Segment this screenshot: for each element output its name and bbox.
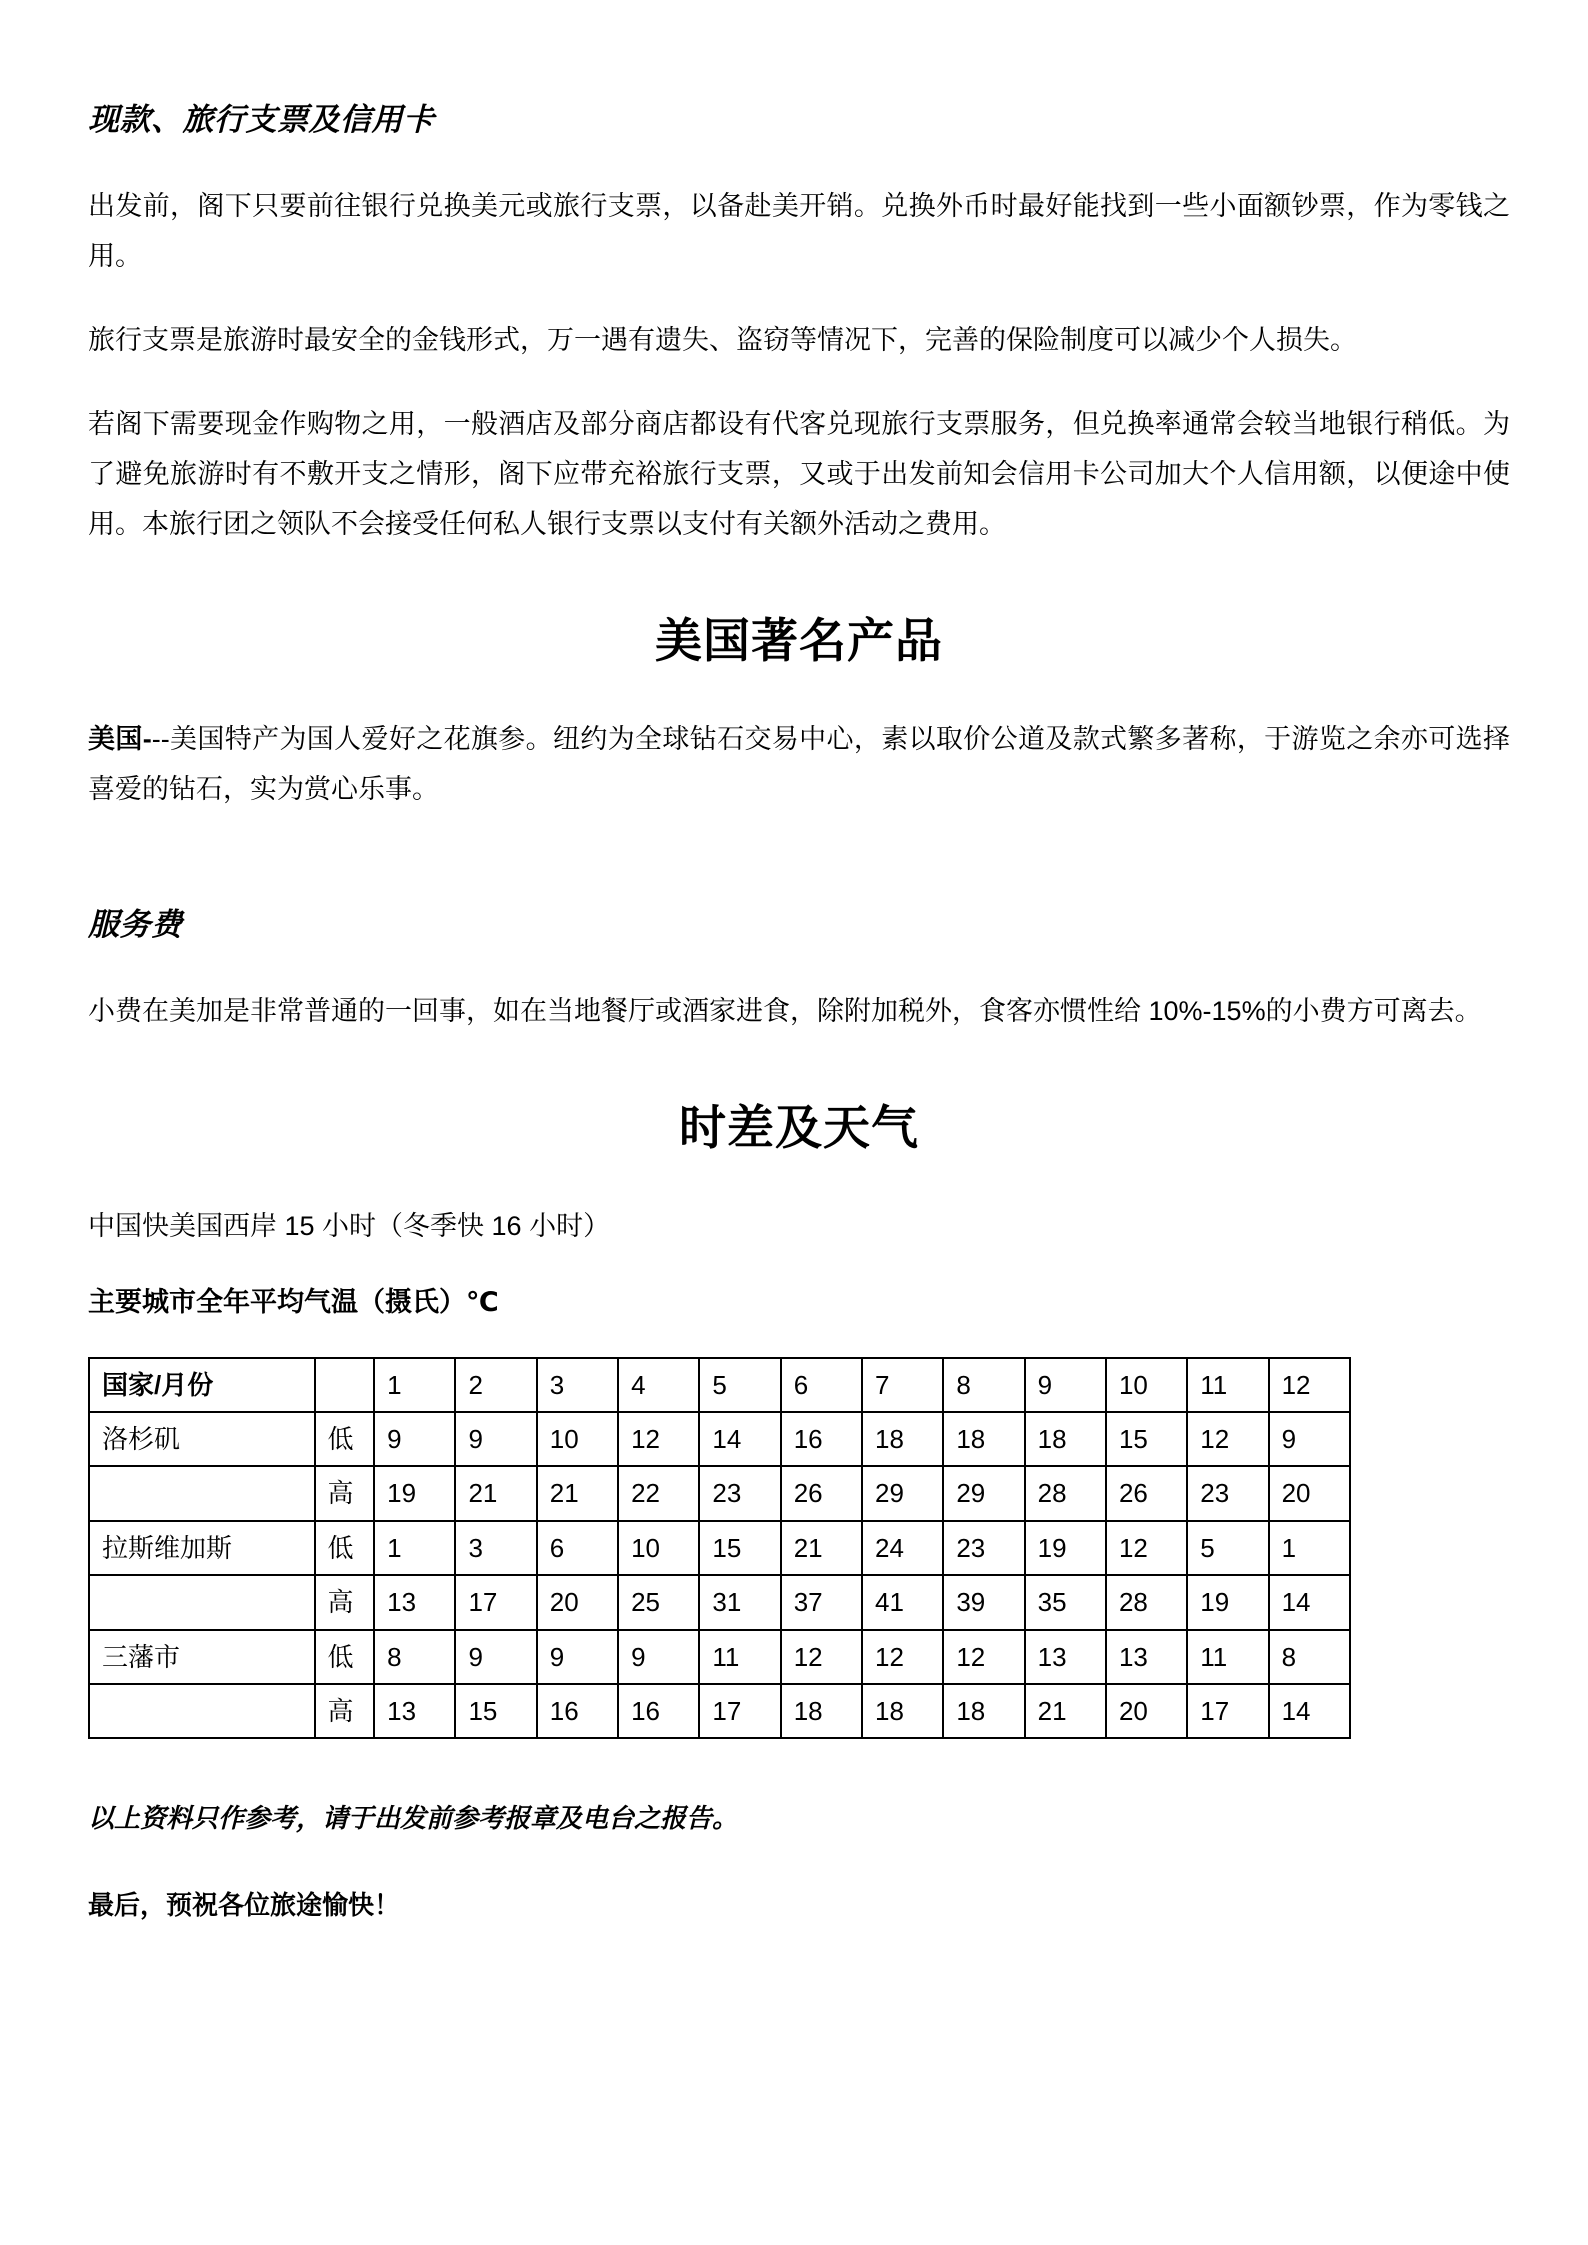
table-cell-level-low-sf: 低 <box>315 1630 375 1684</box>
table-cell-sf-high-3: 16 <box>537 1684 618 1738</box>
table-cell-sf-high-5: 17 <box>699 1684 780 1738</box>
table-cell-lv-high-10: 28 <box>1106 1575 1187 1629</box>
table-cell-sf-high-7: 18 <box>862 1684 943 1738</box>
paragraph-currency-exchange: 出发前，阁下只要前往银行兑换美元或旅行支票，以备赴美开销。兑换外币时最好能找到一些小面额钞票，作为零钱之用。 <box>88 191 1510 272</box>
table-cell-lv-high-1: 13 <box>374 1575 455 1629</box>
table-body <box>89 1358 1350 1739</box>
table-header-month-3: 3 <box>537 1358 618 1412</box>
famous-products-rest: --美国特产为国人爱好之花旗参。纽约为全球钻石交易中心，素以取价公道及款式繁多著称，于游览之余亦可选择喜爱的钻石，实为赏心乐事。 <box>88 724 1510 804</box>
paragraph-tipping: 小费在美加是非常普通的一回事，如在当地餐厅或酒家进食，除附加税外，食客亦惯性给 10%-15%的小费方可离去。 <box>88 996 1482 1027</box>
table-cell-la-low-9: 18 <box>1025 1412 1106 1466</box>
table-cell-city-san-francisco: 三藩市 <box>89 1630 315 1684</box>
table-cell-la-low-3: 10 <box>537 1412 618 1466</box>
table-cell-level-low-lv: 低 <box>315 1521 375 1575</box>
table-cell-la-high-5: 23 <box>699 1466 780 1520</box>
table-cell-la-low-4: 12 <box>618 1412 699 1466</box>
table-cell-la-high-11: 23 <box>1187 1466 1268 1520</box>
table-cell-la-high-2: 21 <box>455 1466 536 1520</box>
table-cell-lv-high-12: 14 <box>1269 1575 1350 1629</box>
table-cell-la-high-8: 29 <box>943 1466 1024 1520</box>
table-cell-lv-low-7: 24 <box>862 1521 943 1575</box>
table-row <box>89 1684 1350 1738</box>
average-temperature-table <box>88 1357 1351 1740</box>
table-header-month-8: 8 <box>943 1358 1024 1412</box>
table-cell-la-high-6: 26 <box>781 1466 862 1520</box>
section-heading-famous-products: 美国著名产品 <box>655 613 943 667</box>
table-cell-lv-high-2: 17 <box>455 1575 536 1629</box>
table-cell-la-low-11: 12 <box>1187 1412 1268 1466</box>
table-cell-la-high-3: 21 <box>537 1466 618 1520</box>
table-header-month-4: 4 <box>618 1358 699 1412</box>
table-row <box>89 1575 1350 1629</box>
table-header-month-12: 12 <box>1269 1358 1350 1412</box>
table-cell-sf-high-10: 20 <box>1106 1684 1187 1738</box>
table-cell-la-low-5: 14 <box>699 1412 780 1466</box>
table-cell-level-high-sf: 高 <box>315 1684 375 1738</box>
table-cell-sf-low-5: 11 <box>699 1630 780 1684</box>
table-cell-sf-high-1: 13 <box>374 1684 455 1738</box>
table-cell-sf-low-8: 12 <box>943 1630 1024 1684</box>
table-title: 主要城市全年平均气温（摄氏）℃ <box>88 1287 499 1318</box>
table-cell-lv-high-3: 20 <box>537 1575 618 1629</box>
paragraph-cash-credit-limit: 若阁下需要现金作购物之用，一般酒店及部分商店都设有代客兑现旅行支票服务，但兑换率通常会较当地银行稍低。为了避免旅游时有不敷开支之情形，阁下应带充裕旅行支票，又或于出发前知会信用卡公司加大个人信用额，以便途中使用。本旅行团之领队不会接受任何私人银行支票以支付有关额外活动之费用。 <box>88 409 1510 539</box>
table-cell-level-low-la: 低 <box>315 1412 375 1466</box>
table-cell-city-las-vegas-cont <box>89 1575 315 1629</box>
table-cell-lv-low-4: 10 <box>618 1521 699 1575</box>
table-row <box>89 1630 1350 1684</box>
table-cell-sf-low-4: 9 <box>618 1630 699 1684</box>
table-cell-lv-low-2: 3 <box>455 1521 536 1575</box>
table-cell-sf-high-2: 15 <box>455 1684 536 1738</box>
table-cell-sf-high-6: 18 <box>781 1684 862 1738</box>
table-cell-city-los-angeles-cont <box>89 1466 315 1520</box>
famous-products-lead: 美国- <box>88 724 152 755</box>
table-row <box>89 1412 1350 1466</box>
table-cell-la-high-10: 26 <box>1106 1466 1187 1520</box>
table-cell-sf-high-4: 16 <box>618 1684 699 1738</box>
table-header-month-2: 2 <box>455 1358 536 1412</box>
section-heading-service-fee: 服务费 <box>88 906 183 942</box>
table-cell-city-las-vegas: 拉斯维加斯 <box>89 1521 315 1575</box>
table-cell-sf-high-8: 18 <box>943 1684 1024 1738</box>
table-cell-lv-low-6: 21 <box>781 1521 862 1575</box>
table-cell-sf-high-12: 14 <box>1269 1684 1350 1738</box>
table-cell-la-low-8: 18 <box>943 1412 1024 1466</box>
table-cell-la-low-2: 9 <box>455 1412 536 1466</box>
paragraph-time-difference: 中国快美国西岸 15 小时（冬季快 16 小时） <box>88 1211 611 1242</box>
table-cell-lv-high-6: 37 <box>781 1575 862 1629</box>
table-cell-lv-high-7: 41 <box>862 1575 943 1629</box>
table-header-row <box>89 1358 1350 1412</box>
table-cell-la-low-12: 9 <box>1269 1412 1350 1466</box>
table-cell-lv-low-5: 15 <box>699 1521 780 1575</box>
table-cell-la-high-7: 29 <box>862 1466 943 1520</box>
table-cell-sf-low-3: 9 <box>537 1630 618 1684</box>
table-cell-la-low-10: 15 <box>1106 1412 1187 1466</box>
table-row <box>89 1466 1350 1520</box>
table-cell-la-high-9: 28 <box>1025 1466 1106 1520</box>
table-cell-la-high-4: 22 <box>618 1466 699 1520</box>
table-header-country-month: 国家/月份 <box>89 1358 315 1412</box>
table-cell-lv-high-9: 35 <box>1025 1575 1106 1629</box>
table-cell-level-high-la: 高 <box>315 1466 375 1520</box>
table-cell-city-san-francisco-cont <box>89 1684 315 1738</box>
table-cell-sf-high-11: 17 <box>1187 1684 1268 1738</box>
table-cell-sf-low-6: 12 <box>781 1630 862 1684</box>
table-cell-sf-low-7: 12 <box>862 1630 943 1684</box>
table-cell-lv-high-4: 25 <box>618 1575 699 1629</box>
table-header-month-11: 11 <box>1187 1358 1268 1412</box>
table-cell-la-high-1: 19 <box>374 1466 455 1520</box>
table-cell-lv-low-3: 6 <box>537 1521 618 1575</box>
spacer <box>88 1739 1510 1795</box>
table-header-month-1: 1 <box>374 1358 455 1412</box>
table-cell-sf-low-9: 13 <box>1025 1630 1106 1684</box>
table-cell-lv-low-11: 5 <box>1187 1521 1268 1575</box>
table-cell-lv-low-12: 1 <box>1269 1521 1350 1575</box>
table-cell-sf-low-10: 13 <box>1106 1630 1187 1684</box>
table-cell-sf-low-1: 8 <box>374 1630 455 1684</box>
table-header-month-9: 9 <box>1025 1358 1106 1412</box>
section-heading-cash-checks-cards: 现款、旅行支票及信用卡 <box>88 102 435 137</box>
table-cell-lv-high-11: 19 <box>1187 1575 1268 1629</box>
table-cell-lv-low-9: 19 <box>1025 1521 1106 1575</box>
table-cell-level-high-lv: 高 <box>315 1575 375 1629</box>
table-row <box>89 1521 1350 1575</box>
spacer <box>88 849 1510 905</box>
table-cell-la-low-6: 16 <box>781 1412 862 1466</box>
table-cell-sf-low-11: 11 <box>1187 1630 1268 1684</box>
section-heading-time-weather: 时差及天气 <box>679 1101 919 1155</box>
table-cell-lv-high-5: 31 <box>699 1575 780 1629</box>
table-cell-la-low-7: 18 <box>862 1412 943 1466</box>
table-cell-sf-high-9: 21 <box>1025 1684 1106 1738</box>
table-header-month-5: 5 <box>699 1358 780 1412</box>
table-cell-sf-low-2: 9 <box>455 1630 536 1684</box>
table-header-month-7: 7 <box>862 1358 943 1412</box>
table-cell-lv-low-1: 1 <box>374 1521 455 1575</box>
table-cell-lv-low-10: 12 <box>1106 1521 1187 1575</box>
table-cell-lv-low-8: 23 <box>943 1521 1024 1575</box>
footer-closing: 最后，预祝各位旅途愉快！ <box>88 1890 401 1921</box>
paragraph-travel-check-safety: 旅行支票是旅游时最安全的金钱形式，万一遇有遗失、盗窃等情况下，完善的保险制度可以减少个人损失。 <box>88 325 1357 356</box>
table-cell-lv-high-8: 39 <box>943 1575 1024 1629</box>
table-header-level <box>315 1358 375 1412</box>
table-cell-sf-low-12: 8 <box>1269 1630 1350 1684</box>
paragraph-famous-products <box>88 715 1510 815</box>
table-cell-la-low-1: 9 <box>374 1412 455 1466</box>
footer-disclaimer: 以上资料只作参考，请于出发前参考报章及电台之报告。 <box>88 1803 739 1834</box>
table-header-month-10: 10 <box>1106 1358 1187 1412</box>
table-cell-la-high-12: 20 <box>1269 1466 1350 1520</box>
table-cell-city-los-angeles: 洛杉矶 <box>89 1412 315 1466</box>
table-header-month-6: 6 <box>781 1358 862 1412</box>
